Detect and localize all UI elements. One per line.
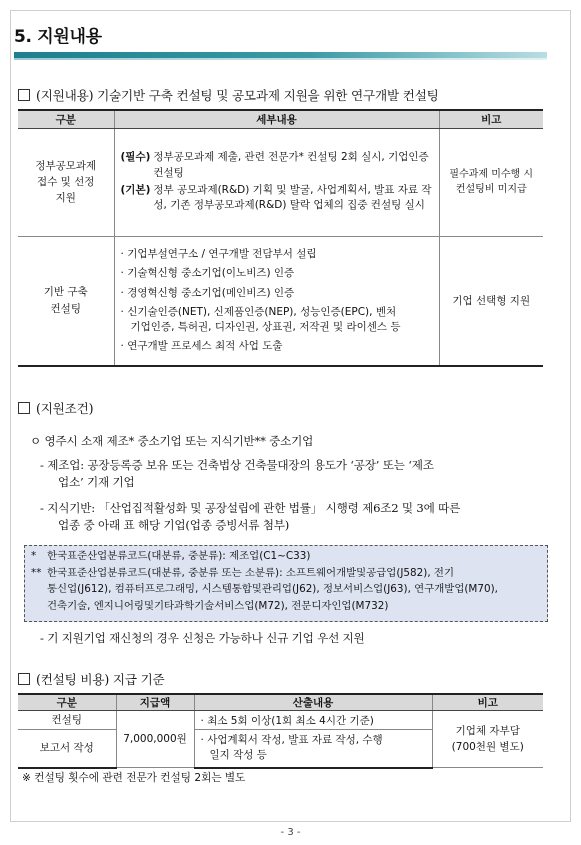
table-row xyxy=(18,711,543,730)
required-text: 정부공모과제 제출, 관련 전문가* 컨설팅 2회 실시, 기업인증 컨설팅 xyxy=(153,151,429,179)
note-line: (700천원 별도) xyxy=(451,741,524,753)
category-line: 정부공모과제 xyxy=(35,159,97,172)
list-item: · 경영혁신형 중소기업(메인비즈) 인증 xyxy=(120,286,295,299)
category-line: 컨설팅 xyxy=(50,302,81,315)
condition-line: 업종 중 아래 표 해당 기업(업종 증빙서류 첨부) xyxy=(58,518,290,533)
note-item xyxy=(31,565,541,582)
page-number: - 3 - xyxy=(280,827,301,838)
list-item-continuation: 기업인증, 특허권, 디자인권, 상표권, 저작권 및 라이센스 등 xyxy=(130,320,401,333)
table-row xyxy=(18,128,543,236)
row-category xyxy=(18,128,114,236)
calc-cell: · 사업계획서 작성, 발표 자료 작성, 수행 일지 작성 등 xyxy=(194,730,432,768)
heading-text: (지원내용) 기술기반 구축 컨설팅 및 공모과제 지원을 위한 연구개발 컨설팅 xyxy=(36,88,439,103)
calc-text: 최소 5회 이상(1회 최소 4시간 기준) xyxy=(207,714,374,727)
basic-text: 정부 공모과제(R&D) 기획 및 발굴, 사업계획서, 발표 자료 작성, 기존 정부공모과제(R&D) 탈락 업체의 집중 컨설팅 실시 xyxy=(153,183,432,212)
row-category xyxy=(18,236,114,366)
amount-cell: 7,000,000원 xyxy=(116,711,194,768)
table-row xyxy=(18,236,543,366)
footnote: ※ 컨설팅 횟수에 관련 전문가 컨설팅 2회는 별도 xyxy=(22,772,246,784)
table-header-row xyxy=(18,694,543,711)
industry-code-note-box xyxy=(24,545,548,622)
condition-line: 업소’ 기재 기업 xyxy=(58,475,135,490)
list-item: · 연구개발 프로세스 최적 사업 도출 xyxy=(120,340,283,353)
list-item: · 기술혁신형 중소기업(이노비즈) 인증 xyxy=(120,267,295,280)
note-text: 한국표준산업분류코드(대분류, 중분류): 제조업(C1~C33) xyxy=(47,550,311,562)
heading-support-conditions xyxy=(18,398,93,417)
list-item: · 기업부설연구소 / 연구개발 전담부서 설립 xyxy=(120,248,317,261)
consulting-cost-table xyxy=(18,693,543,769)
note-cell xyxy=(432,711,543,768)
checkbox-square-icon xyxy=(18,673,30,685)
list-item-text: 기술혁신형 중소기업(이노비즈) 인증 xyxy=(127,267,295,280)
header-category: 구분 xyxy=(18,110,114,128)
condition-main: ㅇ 영주시 소재 제조* 중소기업 또는 지식기반** 중소기업 xyxy=(30,434,314,448)
condition-line: - 지식기반: 「산업집적활성화 및 공장설립에 관한 법률」 시행령 제6조2 및 3에 따른 xyxy=(40,501,461,515)
required-item xyxy=(121,150,433,182)
heading-text: (컨설팅 비용) 지급 기준 xyxy=(36,672,165,687)
category-line: 기반 구축 xyxy=(43,286,88,299)
condition-line: - 제조업: 공장등록증 보유 또는 건축법상 건축물대장의 용도가 ‘공장’ 또는 ‘제조 xyxy=(40,458,434,472)
header-amount: 지급액 xyxy=(116,694,194,711)
note-item-continued xyxy=(31,598,541,615)
note-mark: * xyxy=(31,550,37,562)
header-detail: 세부내용 xyxy=(114,110,439,128)
heading-consulting-cost xyxy=(18,669,165,688)
list-item: · 신기술인증(NET), 신제품인증(NEP), 성능인증(EPC), 벤처 기업인증, 특허권, 디자인권, 상표권, 저작권 및 라이센스 등 xyxy=(121,305,433,335)
heading-text: (지원조건) xyxy=(36,401,94,416)
row-detail xyxy=(114,236,439,366)
note-line: 기업체 자부담 xyxy=(455,724,520,737)
row-detail xyxy=(114,128,439,236)
note-line: 필수과제 미수행 시 xyxy=(449,168,534,180)
row-note xyxy=(439,128,543,236)
calc-text: 사업계획서 작성, 발표 자료 작성, 수행 xyxy=(207,733,383,746)
note-item xyxy=(31,548,541,565)
note-text: 통신업(J612), 컴퓨터프로그래밍, 시스템통합및관리업(J62), 정보서비스업(J63), 연구개발업(M70), xyxy=(47,583,498,596)
condition-manufacturing xyxy=(40,457,570,492)
support-content-table xyxy=(18,109,543,367)
heading-support-content xyxy=(18,85,439,104)
calc-text: 일지 작성 등 xyxy=(209,749,267,762)
category-line: 접수 및 선정 xyxy=(37,175,95,188)
header-calculation: 산출내용 xyxy=(194,694,432,711)
checkbox-square-icon xyxy=(18,89,30,101)
list-item-text: 신기술인증(NET), 신제품인증(NEP), 성능인증(EPC), 벤처 xyxy=(127,305,397,318)
list-item-text: 연구개발 프로세스 최적 사업 도출 xyxy=(127,340,283,353)
title-rule-shadow xyxy=(14,58,547,60)
section-title: 5. 지원내용 xyxy=(14,27,102,47)
table-header-row xyxy=(18,110,543,128)
row-category: 컨설팅 xyxy=(18,711,116,730)
required-tag: (필수) xyxy=(120,151,151,163)
note-line: 컨설팅비 미지급 xyxy=(455,184,527,195)
note-mark: ** xyxy=(31,566,42,579)
condition-knowledge xyxy=(40,500,570,535)
list-item-text: 경영혁신형 중소기업(메인비즈) 인증 xyxy=(127,286,295,299)
row-category: 보고서 작성 xyxy=(18,730,116,768)
note-text: 건축기술, 엔지니어링및기타과학기술서비스업(M72), 전문디자인업(M732) xyxy=(47,599,389,612)
header-note: 비고 xyxy=(439,110,543,128)
category-line: 지원 xyxy=(55,192,76,205)
basic-item xyxy=(121,183,433,215)
header-category: 구분 xyxy=(18,694,116,711)
basic-tag: (기본) xyxy=(120,183,151,196)
note-item-continued xyxy=(31,581,541,598)
checkbox-square-icon xyxy=(18,402,30,414)
note-text: 한국표준산업분류코드(대분류, 중분류 또는 소분류): 소프트웨어개발및공급업(J582), 전기 xyxy=(47,566,454,579)
row-note: 기업 선택형 지원 xyxy=(439,236,543,366)
header-note: 비고 xyxy=(432,694,543,711)
calc-cell: · 최소 5회 이상(1회 최소 4시간 기준) xyxy=(194,711,432,730)
reapply-note: - 기 지원기업 재신청의 경우 신청은 가능하나 신규 기업 우선 지원 xyxy=(40,631,365,645)
list-item-text: 기업부설연구소 / 연구개발 전담부서 설립 xyxy=(127,248,317,261)
